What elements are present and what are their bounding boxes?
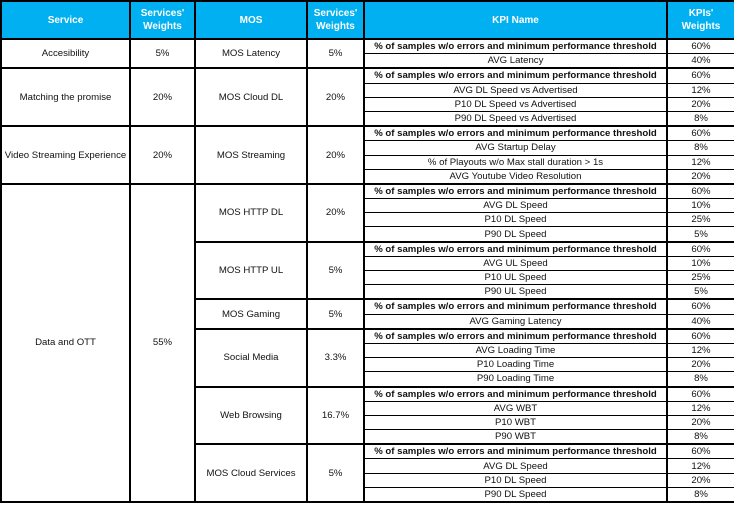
kpi-name: P90 DL Speed xyxy=(364,487,667,502)
kpi-weight: 60% xyxy=(667,126,734,141)
kpi-name: % of samples w/o errors and minimum performance threshold xyxy=(364,126,667,141)
kpi-name: % of samples w/o errors and minimum performance threshold xyxy=(364,444,667,459)
kpi-weight: 8% xyxy=(667,372,734,387)
service-name: Data and OTT xyxy=(1,184,130,502)
kpi-name: P10 WBT xyxy=(364,415,667,429)
kpi-name: P90 Loading Time xyxy=(364,372,667,387)
kpi-name: P10 UL Speed xyxy=(364,271,667,285)
kpi-weight: 12% xyxy=(667,155,734,169)
header-row xyxy=(1,1,734,39)
kpi-name: % of samples w/o errors and minimum performance threshold xyxy=(364,242,667,257)
kpi-weight: 10% xyxy=(667,256,734,270)
kpi-weight: 12% xyxy=(667,83,734,97)
kpi-name: P90 DL Speed vs Advertised xyxy=(364,111,667,126)
kpi-weight: 8% xyxy=(667,141,734,155)
mos-weight: 20% xyxy=(307,126,364,184)
kpi-weight: 20% xyxy=(667,169,734,184)
kpi-weight: 8% xyxy=(667,487,734,502)
kpi-name: % of samples w/o errors and minimum performance threshold xyxy=(364,299,667,314)
mos-weight: 16.7% xyxy=(307,387,364,445)
kpi-weight: 20% xyxy=(667,358,734,372)
mos-name: MOS Gaming xyxy=(195,299,307,328)
table-body xyxy=(1,39,734,502)
kpi-name: P10 DL Speed xyxy=(364,213,667,227)
service-weight: 55% xyxy=(130,184,195,502)
mos-name: MOS Streaming xyxy=(195,126,307,184)
mos-weight: 20% xyxy=(307,68,364,126)
kpi-weight: 8% xyxy=(667,430,734,445)
kpi-weight: 25% xyxy=(667,213,734,227)
kpi-weight: 12% xyxy=(667,343,734,357)
mos-weight: 20% xyxy=(307,184,364,242)
header-service: Service xyxy=(1,1,130,39)
kpi-weight: 60% xyxy=(667,39,734,54)
mos-name: MOS Cloud Services xyxy=(195,444,307,502)
header-kpi-weights: KPIs' Weights xyxy=(667,1,734,39)
kpi-name: AVG Loading Time xyxy=(364,343,667,357)
header-services-weights: Services' Weights xyxy=(130,1,195,39)
service-name: Matching the promise xyxy=(1,68,130,126)
service-name: Accesibility xyxy=(1,39,130,68)
table-row xyxy=(1,68,734,83)
service-weight: 20% xyxy=(130,68,195,126)
mos-name: Web Browsing xyxy=(195,387,307,445)
kpi-weight: 10% xyxy=(667,199,734,213)
kpi-weight: 60% xyxy=(667,242,734,257)
kpi-weight: 12% xyxy=(667,401,734,415)
header-kpi-name: KPI Name xyxy=(364,1,667,39)
kpi-weight: 40% xyxy=(667,54,734,69)
kpi-weight: 20% xyxy=(667,415,734,429)
table-row xyxy=(1,126,734,141)
kpi-weight: 5% xyxy=(667,285,734,300)
kpi-name: % of Playouts w/o Max stall duration > 1s xyxy=(364,155,667,169)
table-row xyxy=(1,184,734,199)
kpi-name: AVG DL Speed vs Advertised xyxy=(364,83,667,97)
kpi-name: % of samples w/o errors and minimum performance threshold xyxy=(364,39,667,54)
kpi-name: AVG DL Speed xyxy=(364,199,667,213)
kpi-weight: 5% xyxy=(667,227,734,242)
mos-weight: 5% xyxy=(307,299,364,328)
kpi-name: AVG Youtube Video Resolution xyxy=(364,169,667,184)
kpi-weight: 60% xyxy=(667,329,734,344)
kpi-weight: 60% xyxy=(667,299,734,314)
kpi-name: P90 UL Speed xyxy=(364,285,667,300)
kpi-weight: 8% xyxy=(667,111,734,126)
mos-weight: 3.3% xyxy=(307,329,364,387)
kpi-name: P10 DL Speed vs Advertised xyxy=(364,97,667,111)
mos-name: MOS HTTP DL xyxy=(195,184,307,242)
mos-name: MOS HTTP UL xyxy=(195,242,307,300)
kpi-weight: 60% xyxy=(667,184,734,199)
kpi-weight: 25% xyxy=(667,271,734,285)
kpi-name: % of samples w/o errors and minimum performance threshold xyxy=(364,329,667,344)
kpi-weight: 60% xyxy=(667,68,734,83)
kpi-weight: 40% xyxy=(667,314,734,329)
kpi-weight: 60% xyxy=(667,387,734,402)
mos-name: Social Media xyxy=(195,329,307,387)
kpi-name: P90 WBT xyxy=(364,430,667,445)
kpi-name: AVG UL Speed xyxy=(364,256,667,270)
header-mos: MOS xyxy=(195,1,307,39)
kpi-name: AVG Latency xyxy=(364,54,667,69)
mos-weight: 5% xyxy=(307,242,364,300)
header-mos-weights: Services' Weights xyxy=(307,1,364,39)
kpi-name: AVG WBT xyxy=(364,401,667,415)
table-row xyxy=(1,39,734,54)
kpi-name: % of samples w/o errors and minimum performance threshold xyxy=(364,68,667,83)
mos-name: MOS Latency xyxy=(195,39,307,68)
service-weight: 20% xyxy=(130,126,195,184)
kpi-name: P90 DL Speed xyxy=(364,227,667,242)
mos-weight: 5% xyxy=(307,39,364,68)
kpi-name: AVG Gaming Latency xyxy=(364,314,667,329)
kpi-name: P10 Loading Time xyxy=(364,358,667,372)
kpi-name: % of samples w/o errors and minimum performance threshold xyxy=(364,387,667,402)
kpi-weight: 12% xyxy=(667,459,734,473)
mos-weight: 5% xyxy=(307,444,364,502)
mos-name: MOS Cloud DL xyxy=(195,68,307,126)
service-weight: 5% xyxy=(130,39,195,68)
kpi-name: % of samples w/o errors and minimum performance threshold xyxy=(364,184,667,199)
kpi-weight: 20% xyxy=(667,97,734,111)
kpi-weight: 20% xyxy=(667,473,734,487)
kpi-name: AVG Startup Delay xyxy=(364,141,667,155)
kpi-weight: 60% xyxy=(667,444,734,459)
kpi-name: P10 DL Speed xyxy=(364,473,667,487)
service-name: Video Streaming Experience xyxy=(1,126,130,184)
kpi-name: AVG DL Speed xyxy=(364,459,667,473)
